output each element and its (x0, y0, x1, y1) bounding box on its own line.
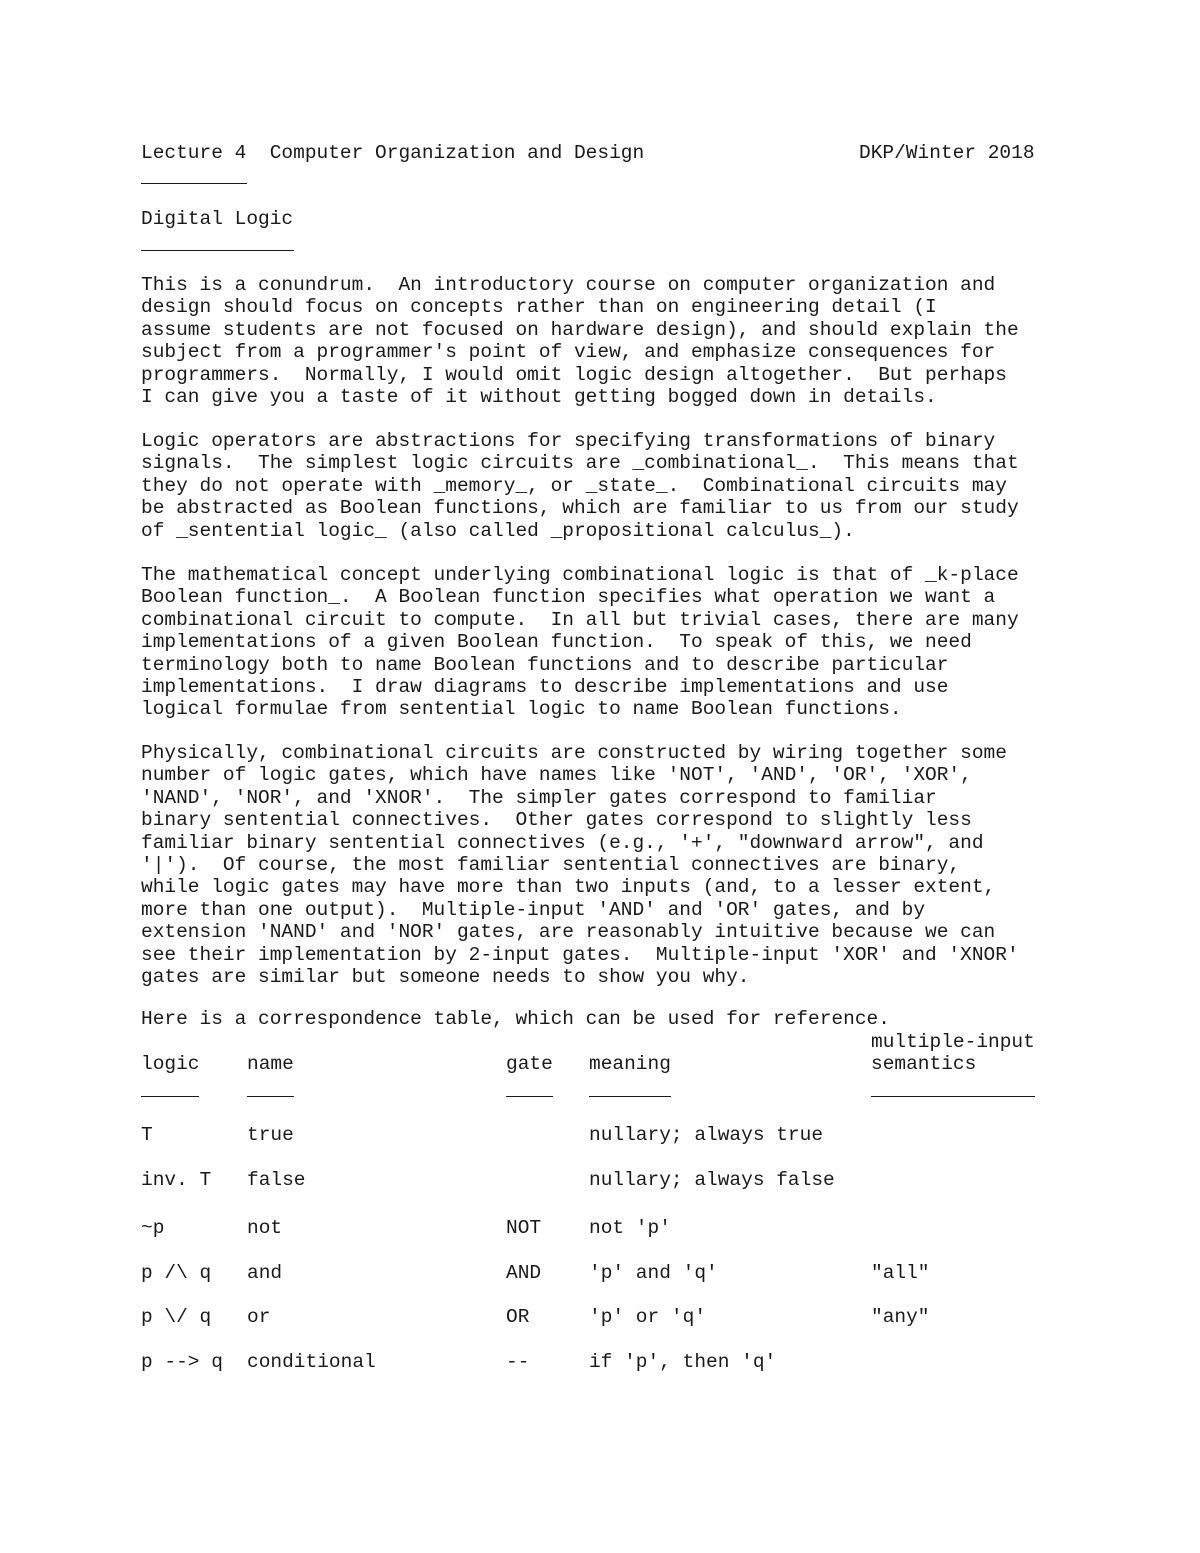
underline-name (247, 1096, 294, 1097)
underline-logic (141, 1096, 199, 1097)
row-not-logic: ~p (141, 1217, 165, 1239)
header-gate: gate (506, 1053, 553, 1075)
section-title: Digital Logic (141, 208, 294, 230)
row-not-meaning: not 'p' (589, 1217, 671, 1239)
row-conditional-meaning: if 'p', then 'q' (589, 1351, 777, 1373)
row-and-meaning: 'p' and 'q' (589, 1262, 718, 1284)
paragraph-logic-operators: Logic operators are abstractions for specifying transformations of binary signals. The simplest logic circuits are _combinational_. This means that they do not operate with _memory_, or _state_. Combinational circuits may be abstracted as Boolean functions, which are familiar to us from our study of _sentential logic_ (also called _propositional calculus_). (141, 430, 1019, 542)
row-conditional-gate: -- (506, 1351, 530, 1373)
row-or-logic: p \/ q (141, 1306, 212, 1328)
row-conditional-name: conditional (247, 1351, 376, 1373)
row-true-logic: T (141, 1124, 153, 1146)
header-name: name (247, 1053, 294, 1075)
row-false-name: false (247, 1169, 306, 1191)
row-and-semantics: "all" (871, 1262, 930, 1284)
row-not-name: not (247, 1217, 283, 1239)
header-logic: logic (141, 1053, 200, 1075)
row-false-meaning: nullary; always false (589, 1169, 835, 1191)
paragraph-table-intro: Here is a correspondence table, which can be used for reference. (141, 1008, 890, 1030)
row-true-name: true (247, 1124, 294, 1146)
header-underline (141, 183, 247, 184)
row-or-semantics: "any" (871, 1306, 930, 1328)
header-meaning: meaning (589, 1053, 671, 1075)
underline-gate (506, 1096, 553, 1097)
row-true-meaning: nullary; always true (589, 1124, 824, 1146)
row-and-gate: AND (506, 1262, 542, 1284)
row-or-name: or (247, 1306, 271, 1328)
underline-meaning (589, 1096, 671, 1097)
row-and-name: and (247, 1262, 283, 1284)
row-not-gate: NOT (506, 1217, 542, 1239)
header-multiple-input: multiple-input (871, 1031, 1035, 1053)
row-conditional-logic: p --> q (141, 1351, 223, 1373)
row-or-gate: OR (506, 1306, 530, 1328)
row-or-meaning: 'p' or 'q' (589, 1306, 707, 1328)
section-title-underline (141, 250, 294, 251)
header-left: Lecture 4 Computer Organization and Design (141, 142, 645, 164)
row-false-logic: inv. T (141, 1169, 212, 1191)
paragraph-boolean-function: The mathematical concept underlying combinational logic is that of _k-place Boolean function_. A Boolean function specifies what operation we want a combinational circuit to compute. In all but trivial cases, there are many implementations of a given Boolean function. To speak of this, we need terminology both to name Boolean functions and to describe particular implementations. I draw diagrams to describe implementations and use logical formulae from sentential logic to name Boolean functions. (141, 564, 1019, 721)
row-and-logic: p /\ q (141, 1262, 212, 1284)
underline-semantics (871, 1096, 1035, 1097)
paragraph-physical-gates: Physically, combinational circuits are constructed by wiring together some number of logic gates, which have names like 'NOT', 'AND', 'OR', 'XOR', 'NAND', 'NOR', and 'XNOR'. The simpler gates correspond to familiar binary sentential connectives. Other gates correspond to slightly less familiar binary sentential connectives (e.g., '+', "downward arrow", and '|'). Of course, the most familiar sentential connectives are binary, while logic gates may have more than two inputs (and, to a lesser extent, more than one output). Multiple-input 'AND' and 'OR' gates, and by extension 'NAND' and 'NOR' gates, are reasonably intuitive because we can see their implementation by 2-input gates. Multiple-input 'XOR' and 'XNOR' gates are similar but someone needs to show you why. (141, 742, 1019, 989)
paragraph-intro: This is a conundrum. An introductory course on computer organization and design should focus on concepts rather than on engineering detail (I assume students are not focused on hardware design), and should explain the subject from a programmer's point of view, and emphasize consequences for programmers. Normally, I would omit logic design altogether. But perhaps I can give you a taste of it without getting bogged down in details. (141, 274, 1019, 409)
header-right: DKP/Winter 2018 (859, 142, 1035, 164)
header-semantics: semantics (871, 1053, 977, 1075)
